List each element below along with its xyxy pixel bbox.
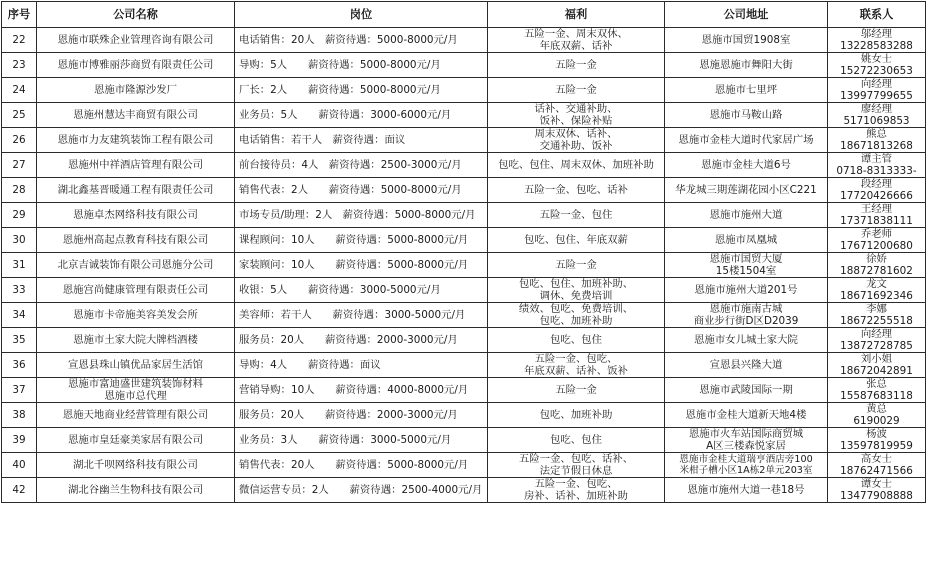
contact-person: 谭主管 0718-8313333- <box>828 153 926 178</box>
company-name: 湖北鑫基晋暖通工程有限责任公司 <box>37 178 235 203</box>
header-company: 公司名称 <box>37 2 235 28</box>
contact-person: 张总 15587683118 <box>828 378 926 403</box>
job-listings-table <box>1 1 926 503</box>
company-name: 恩施市联殊企业管理咨询有限公司 <box>37 28 235 53</box>
benefits: 五险一金、包吃、 年底双薪、话补、饭补 <box>488 353 665 378</box>
position-details: 前台接待员：4人 薪资待遇：2500-3000元/月 <box>235 153 488 178</box>
position-details: 导购：5人 薪资待遇：5000-8000元/月 <box>235 53 488 78</box>
company-address: 宣恩县兴隆大道 <box>665 353 828 378</box>
table-row <box>2 78 926 103</box>
row-number: 37 <box>2 378 37 403</box>
contact-person: 龙文 18671692346 <box>828 278 926 303</box>
position-details: 服务员：20人 薪资待遇：2000-3000元/月 <box>235 403 488 428</box>
benefits: 包吃、包住 <box>488 328 665 353</box>
contact-person: 刘小姐 18672042891 <box>828 353 926 378</box>
company-name: 恩施天地商业经营管理有限公司 <box>37 403 235 428</box>
contact-person: 谭女士 13477908888 <box>828 478 926 503</box>
row-number: 28 <box>2 178 37 203</box>
contact-person: 姚女士 15272230653 <box>828 53 926 78</box>
table-row <box>2 428 926 453</box>
position-details: 家装顾问：10人 薪资待遇：5000-8000元/月 <box>235 253 488 278</box>
position-details: 电话销售：20人 薪资待遇：5000-8000元/月 <box>235 28 488 53</box>
company-name: 恩施市土家大院大牌档酒楼 <box>37 328 235 353</box>
benefits: 包吃、加班补助 <box>488 403 665 428</box>
benefits: 包吃、包住、周末双休、加班补助 <box>488 153 665 178</box>
company-name: 恩施市隆源沙发厂 <box>37 78 235 103</box>
contact-person: 黄总 6190029 <box>828 403 926 428</box>
company-address: 恩施市马鞍山路 <box>665 103 828 128</box>
company-address: 恩施市施南古城 商业步行街D区D2039 <box>665 303 828 328</box>
company-name: 恩施州中祥酒店管理有限公司 <box>37 153 235 178</box>
company-address: 恩施市国贸1908室 <box>665 28 828 53</box>
contact-person: 熊总 18671813268 <box>828 128 926 153</box>
position-details: 销售代表：2人 薪资待遇：5000-8000元/月 <box>235 178 488 203</box>
company-address: 恩施市金桂大道6号 <box>665 153 828 178</box>
contact-person: 王经理 17371838111 <box>828 203 926 228</box>
header-contact: 联系人 <box>828 2 926 28</box>
table-row <box>2 453 926 478</box>
row-number: 36 <box>2 353 37 378</box>
contact-person: 向经理 13997799655 <box>828 78 926 103</box>
position-details: 厂长：2人 薪资待遇：5000-8000元/月 <box>235 78 488 103</box>
position-details: 导购：4人 薪资待遇：面议 <box>235 353 488 378</box>
table-row <box>2 478 926 503</box>
company-address: 恩施市金桂大道时代家居广场 <box>665 128 828 153</box>
benefits: 五险一金、周末双休、 年底双薪、话补 <box>488 28 665 53</box>
company-name: 恩施市博雅丽莎商贸有限责任公司 <box>37 53 235 78</box>
position-details: 销售代表：20人 薪资待遇：5000-8000元/月 <box>235 453 488 478</box>
company-address: 恩施市施州大道一巷18号 <box>665 478 828 503</box>
position-details: 业务员：5人 薪资待遇：3000-6000元/月 <box>235 103 488 128</box>
company-address: 恩施市金桂大道新天地4楼 <box>665 403 828 428</box>
benefits: 五险一金、包吃、话补、 法定节假日休息 <box>488 453 665 478</box>
table-row <box>2 303 926 328</box>
contact-person: 段经理 17720426666 <box>828 178 926 203</box>
benefits: 包吃、包住 <box>488 428 665 453</box>
position-details: 业务员：3人 薪资待遇：3000-5000元/月 <box>235 428 488 453</box>
table-row <box>2 253 926 278</box>
benefits: 五险一金 <box>488 78 665 103</box>
benefits: 五险一金 <box>488 253 665 278</box>
company-address: 恩施市施州大道201号 <box>665 278 828 303</box>
header-address: 公司地址 <box>665 2 828 28</box>
table-row <box>2 378 926 403</box>
row-number: 27 <box>2 153 37 178</box>
benefits: 包吃、包住、加班补助、 调休、免费培训 <box>488 278 665 303</box>
position-details: 微信运营专员：2人 薪资待遇：2500-4000元/月 <box>235 478 488 503</box>
contact-person: 徐娇 18872781602 <box>828 253 926 278</box>
table-row <box>2 228 926 253</box>
table-body <box>2 28 926 503</box>
table-row <box>2 278 926 303</box>
company-address: 恩施市凤凰城 <box>665 228 828 253</box>
table-row <box>2 203 926 228</box>
table-row <box>2 403 926 428</box>
company-name: 恩施州慧达丰商贸有限公司 <box>37 103 235 128</box>
table-row <box>2 328 926 353</box>
header-number: 序号 <box>2 2 37 28</box>
company-name: 恩施市皇廷豪美家居有限公司 <box>37 428 235 453</box>
row-number: 38 <box>2 403 37 428</box>
benefits: 五险一金、包住 <box>488 203 665 228</box>
benefits: 话补、交通补助、 饭补、保险补贴 <box>488 103 665 128</box>
company-address: 恩施市武陵国际一期 <box>665 378 828 403</box>
company-address: 恩施市火车站国际商贸城 A区三楼森悦家居 <box>665 428 828 453</box>
company-address: 恩施市国贸大厦 15楼1504室 <box>665 253 828 278</box>
row-number: 35 <box>2 328 37 353</box>
row-number: 42 <box>2 478 37 503</box>
header-benefits: 福利 <box>488 2 665 28</box>
row-number: 40 <box>2 453 37 478</box>
row-number: 33 <box>2 278 37 303</box>
position-details: 美容师：若干人 薪资待遇：3000-5000元/月 <box>235 303 488 328</box>
row-number: 25 <box>2 103 37 128</box>
company-name: 北京吉诚装饰有限公司恩施分公司 <box>37 253 235 278</box>
benefits: 绩效、包吃、免费培训、 包吃、加班补助 <box>488 303 665 328</box>
header-row <box>2 2 926 28</box>
benefits: 五险一金 <box>488 53 665 78</box>
table-row <box>2 53 926 78</box>
row-number: 24 <box>2 78 37 103</box>
benefits: 周末双休、话补、 交通补助、饭补 <box>488 128 665 153</box>
company-address: 恩施恩施市舞阳大街 <box>665 53 828 78</box>
company-address: 恩施市金桂大道瑞亨酒店旁100 米柑子槽小区1A栋2单元203室 <box>665 453 828 478</box>
company-name: 恩施卓杰网络科技有限公司 <box>37 203 235 228</box>
row-number: 23 <box>2 53 37 78</box>
row-number: 31 <box>2 253 37 278</box>
row-number: 26 <box>2 128 37 153</box>
row-number: 39 <box>2 428 37 453</box>
position-details: 市场专员/助理：2人 薪资待遇：5000-8000元/月 <box>235 203 488 228</box>
company-name: 恩施宫尚健康管理有限责任公司 <box>37 278 235 303</box>
contact-person: 廖经理 5171069853 <box>828 103 926 128</box>
company-name: 恩施市卡帝施美容美发会所 <box>37 303 235 328</box>
company-name: 湖北千呗网络科技有限公司 <box>37 453 235 478</box>
position-details: 课程顾问：10人 薪资待遇：5000-8000元/月 <box>235 228 488 253</box>
company-address: 恩施市女儿城土家大院 <box>665 328 828 353</box>
row-number: 34 <box>2 303 37 328</box>
contact-person: 向经理 13872728785 <box>828 328 926 353</box>
position-details: 电话销售：若干人 薪资待遇：面议 <box>235 128 488 153</box>
company-name: 宣恩县珠山镇优品家居生活馆 <box>37 353 235 378</box>
company-address: 恩施市七里坪 <box>665 78 828 103</box>
table-row <box>2 103 926 128</box>
row-number: 22 <box>2 28 37 53</box>
row-number: 30 <box>2 228 37 253</box>
company-address: 华龙城三期莲湖花园小区C221 <box>665 178 828 203</box>
position-details: 服务员：20人 薪资待遇：2000-3000元/月 <box>235 328 488 353</box>
contact-person: 李娜 18672255518 <box>828 303 926 328</box>
row-number: 29 <box>2 203 37 228</box>
table-row <box>2 128 926 153</box>
table-header <box>2 2 926 28</box>
position-details: 营销导购：10人 薪资待遇：4000-8000元/月 <box>235 378 488 403</box>
header-position: 岗位 <box>235 2 488 28</box>
table-row <box>2 153 926 178</box>
benefits: 五险一金、包吃、 房补、话补、加班补助 <box>488 478 665 503</box>
company-name: 湖北谷幽兰生物科技有限公司 <box>37 478 235 503</box>
contact-person: 高女士 18762471566 <box>828 453 926 478</box>
contact-person: 杨波 13597819959 <box>828 428 926 453</box>
benefits: 包吃、包住、年底双薪 <box>488 228 665 253</box>
contact-person: 邬经理 13228583288 <box>828 28 926 53</box>
company-name: 恩施市富迪盛世建筑装饰材料 恩施市总代理 <box>37 378 235 403</box>
company-name: 恩施州高起点教育科技有限公司 <box>37 228 235 253</box>
benefits: 五险一金、包吃、话补 <box>488 178 665 203</box>
contact-person: 乔老师 17671200680 <box>828 228 926 253</box>
table-row <box>2 28 926 53</box>
company-name: 恩施市力友建筑装饰工程有限公司 <box>37 128 235 153</box>
table-row <box>2 353 926 378</box>
table-row <box>2 178 926 203</box>
position-details: 收银：5人 薪资待遇：3000-5000元/月 <box>235 278 488 303</box>
benefits: 五险一金 <box>488 378 665 403</box>
company-address: 恩施市施州大道 <box>665 203 828 228</box>
